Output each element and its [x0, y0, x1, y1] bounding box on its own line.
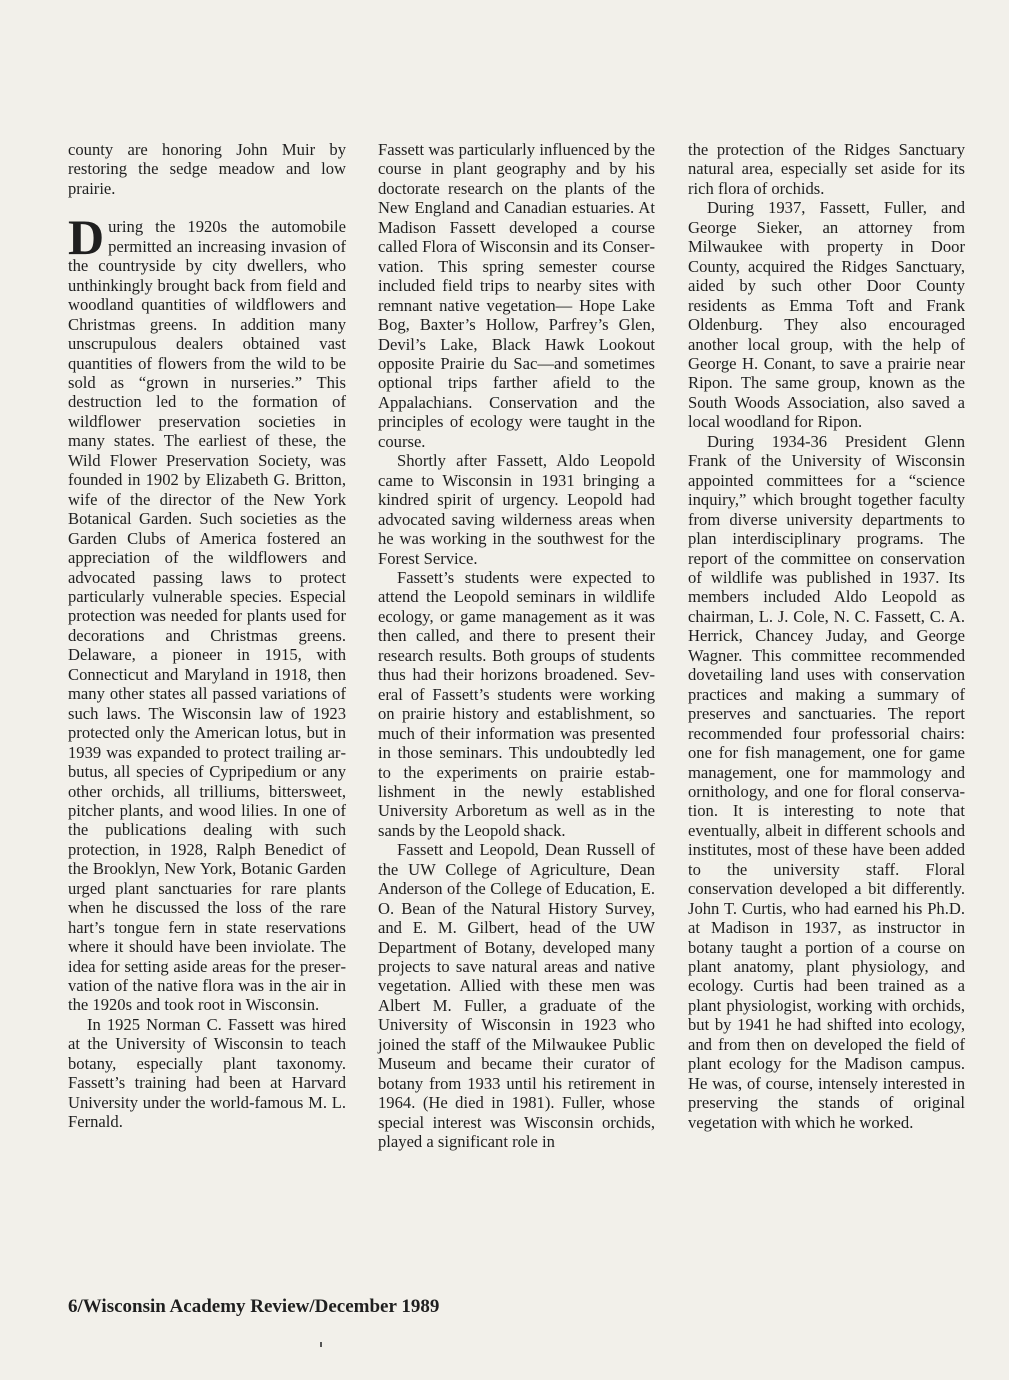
paragraph: Fassett and Leopold, Dean Russell of the UW College of Agriculture, Dean Anderson of the College of Education, E. O. Bean of the Natural History Survey, and E. M. Gilbert, head of the UW Department of Botany, developed many projects to save natural areas and native vegetation. Allied with these men was Albert M. Fuller, a graduate of the University of Wisconsin in 1923 who joined the staff of the Milwaukee Public Museum and became their curator of botany from 1933 until his retirement in 1964. (He died in 1981). Fuller, whose special interest was Wisconsin orchids, played a significant role in: [378, 840, 655, 1152]
text-column-1: [68, 140, 346, 1132]
paragraph: During 1934-36 President Glenn Frank of the University of Wisconsin appointed committees for a “science inquiry,” which brought together faculty from diverse university departments to plan interdisciplinary programs. The report of the committee on conservation of wildlife was published in 1937. Its members included Aldo Leopold as chairman, L. J. Cole, N. C. Fassett, C. A. Herrick, Chancey Juday, and George Wagner. This committee recommended dovetailing land uses with conservation practices and making a summary of preserves and sanctuaries. The report recommended four professorial chairs: one for fish management, one for game management, one for mammology and ornithology, and one for floral conservation. It is interesting to note that eventually, albeit in different schools and institutes, most of these have been added to the university staff. Floral conservation developed a bit differently. John T. Curtis, who had earned his Ph.D. at Madison in 1937, as instructor in botany taught a portion of a course on plant anatomy, plant physiology, and ecology. Curtis had been trained as a plant physiologist, working with orchids, but by 1941 he had shifted into ecology, and from then on developed the field of plant ecology for the Madison campus. He was, of course, intensely interested in preserving the stands of original vegetation with which he worked.: [688, 431, 965, 1132]
print-speck: [320, 1342, 322, 1347]
paragraph: During 1937, Fassett, Fuller, and George Sieker, an attorney from Milwaukee with property in Door County, acquired the Ridges Sanctuary, aided by such other Door County residents as Emma Toft and Frank Oldenburg. They also encouraged another local group, with the help of George H. Conant, to save a prairie near Ripon. The same group, known as the South Woods Association, also saved a local woodland for Ripon.: [688, 198, 965, 432]
drop-cap: D: [68, 209, 105, 266]
text-column-2: [378, 140, 655, 1152]
paragraph: In 1925 Norman C. Fassett was hired at the University of Wisconsin to teach botany, especially plant taxonomy. Fassett’s training had been at Harvard University under the world-famous M. L. Fernald.: [68, 1014, 346, 1132]
page-footer: 6/Wisconsin Academy Review/December 1989: [68, 1296, 440, 1317]
paragraph: the protection of the Ridges Sanctuary natural area, especially set aside for its rich flora of orchids.: [688, 140, 965, 198]
paragraph: Fassett was particularly influenced by the course in plant geography and by his doctorate research on the plants of the New England and Canadian estuaries. At Madison Fassett developed a course called Flora of Wisconsin and its Conservation. This spring semester course included field trips to nearby sites with remnant native vegetation— Hope Lake Bog, Baxter’s Hollow, Parfrey’s Glen, Devil’s Lake, Black Hawk Lookout opposite Prairie du Sac—and sometimes optional trips farther afield to the Appalachians. Conservation and the principles of ecology were taught in the course.: [378, 140, 655, 451]
text-column-3: [688, 140, 965, 1132]
paragraph: Shortly after Fassett, Aldo Leopold came to Wisconsin in 1931 bringing a kindred spirit of urgency. Leopold had advocated saving wilderness areas when he was working in the southwest for the Forest Service.: [378, 451, 655, 568]
paragraph-text: uring the 1920s the automobile permitted an increasing invasion of the countryside by city dwellers, who unthinkingly brought back from field and woodland quantities of wildflowers and Christmas greens. In addition many unscrupulous dealers obtained vast quantities of flowers from the wild to be sold as “grown in nurseries.” This destruction led to the formation of wildflower preservation societies in many states. The earliest of these, the Wild Flower Preservation Society, was founded in 1902 by Elizabeth G. Britton, wife of the director of the New York Botanical Garden. Such societies as the Garden Clubs of America fostered an appreciation of the wildflowers and advocated passing laws to protect particularly vulnerable species. Especial protection was needed for plants used for decorations and Christmas greens. Delaware, a pioneer in 1915, with Connecticut and Maryland in 1918, then many other states all passed variations of such laws. The Wisconsin law of 1923 protected only the American lotus, but in 1939 was expanded to protect trailing arbutus, all species of Cypripedium or any other orchids, all trilliums, bittersweet, pitcher plants, and wood lilies. In one of the publications dealing with such protection, in 1928, Ralph Benedict of the Brooklyn, New York, Botanic Garden urged plant sanctuaries for rare plants when he discussed the loss of the rare hart’s tongue fern in state reservations where it should have been inviolate. The idea for setting aside areas for the preservation of the native flora was in the air in the 1920s and took root in Wisconsin.: [68, 217, 346, 1015]
paragraph: county are honoring John Muir by restoring the sedge meadow and low prairie.: [68, 140, 346, 198]
paragraph: Fassett’s students were expected to attend the Leopold seminars in wildlife ecology, or game management as it was then called, and there to present their research results. Both groups of students thus had their horizons broadened. Several of Fassett’s students were working on prairie history and establishment, so much of their information was presented in those seminars. This undoubtedly led to the experiments on prairie establishment in the newly established University Arboretum as well as in the sands by the Leopold shack.: [378, 567, 655, 840]
paragraph-drop-cap: [68, 209, 346, 1015]
